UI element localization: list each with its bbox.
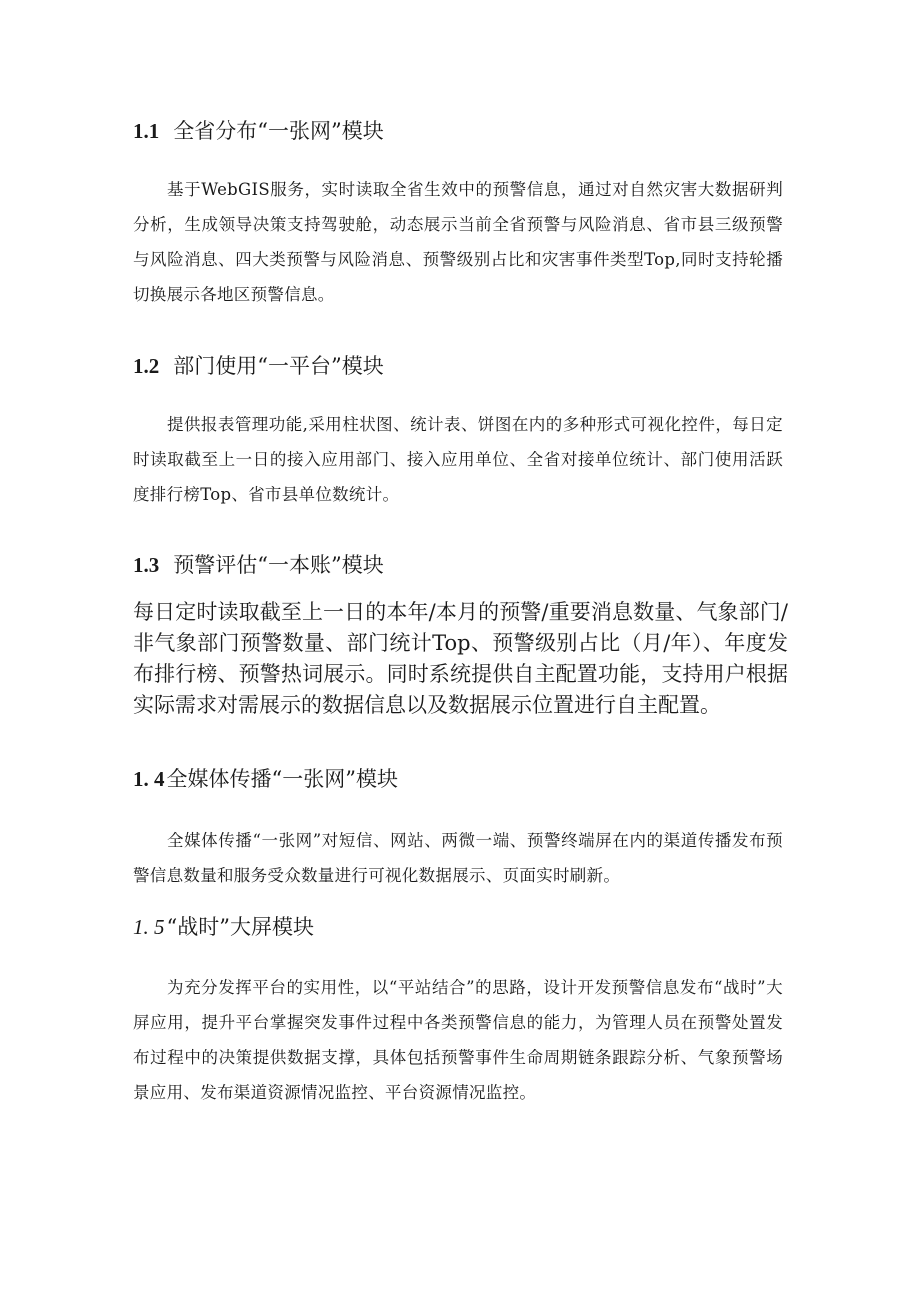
section-body-1-3: 每日定时读取截至上一日的本年/本月的预警/重要消息数量、气象部门/非气象部门预警数量、部门统计Top、预警级别占比（月/年）、年度发布排行榜、预警热词展示。同时系统提供自主配置功能，支持用户根据实际需求对需展示的数据信息以及数据展示位置进行自主配置。 [133, 600, 788, 717]
section-heading-1-3 [133, 551, 384, 579]
section-heading-1-1 [133, 117, 384, 145]
section-body-1-2: 提供报表管理功能,采用柱状图、统计表、饼图在内的多种形式可视化控件，每日定时读取截至上一日的接入应用部门、接入应用单位、全省对接单位统计、部门使用活跃度排行榜Top、省市县单位数统计。 [133, 415, 783, 504]
section-title: “战时”大屏模块 [166, 915, 314, 939]
section-number: 1.3 [133, 553, 160, 577]
section-body-1-4: 全媒体传播“一张网”对短信、网站、两微一端、预警终端屏在内的渠道传播发布预警信息数量和服务受众数量进行可视化数据展示、页面实时刷新。 [133, 831, 783, 885]
section-title: 全省分布“一张网”模块 [173, 119, 384, 143]
section-title: 预警评估“一本账”模块 [173, 553, 384, 577]
section-number: 1. 5 [133, 915, 165, 939]
section-body-1-5: 为充分发挥平台的实用性，以“平站结合”的思路，设计开发预警信息发布“战时”大屏应用，提升平台掌握突发事件过程中各类预警信息的能力，为管理人员在预警处置发布过程中的决策提供数据支撑，具体包括预警事件生命周期链条跟踪分析、气象预警场景应用、发布渠道资源情况监控、平台资源情况监控。 [133, 978, 783, 1102]
section-number: 1. 4 [133, 767, 165, 791]
section-title: 全媒体传播“一张网”模块 [166, 767, 398, 791]
section-title: 部门使用“一平台”模块 [173, 354, 384, 378]
section-heading-1-5 [133, 913, 314, 941]
section-heading-1-4 [133, 765, 398, 793]
section-number: 1.1 [133, 119, 160, 143]
section-number: 1.2 [133, 354, 160, 378]
section-body-1-1: 基于WebGIS服务，实时读取全省生效中的预警信息，通过对自然灾害大数据研判分析，生成领导决策支持驾驶舱，动态展示当前全省预警与风险消息、省市县三级预警与风险消息、四大类预警与风险消息、预警级别占比和灾害事件类型Top,同时支持轮播切换展示各地区预警信息。 [133, 180, 783, 304]
section-heading-1-2 [133, 352, 384, 380]
